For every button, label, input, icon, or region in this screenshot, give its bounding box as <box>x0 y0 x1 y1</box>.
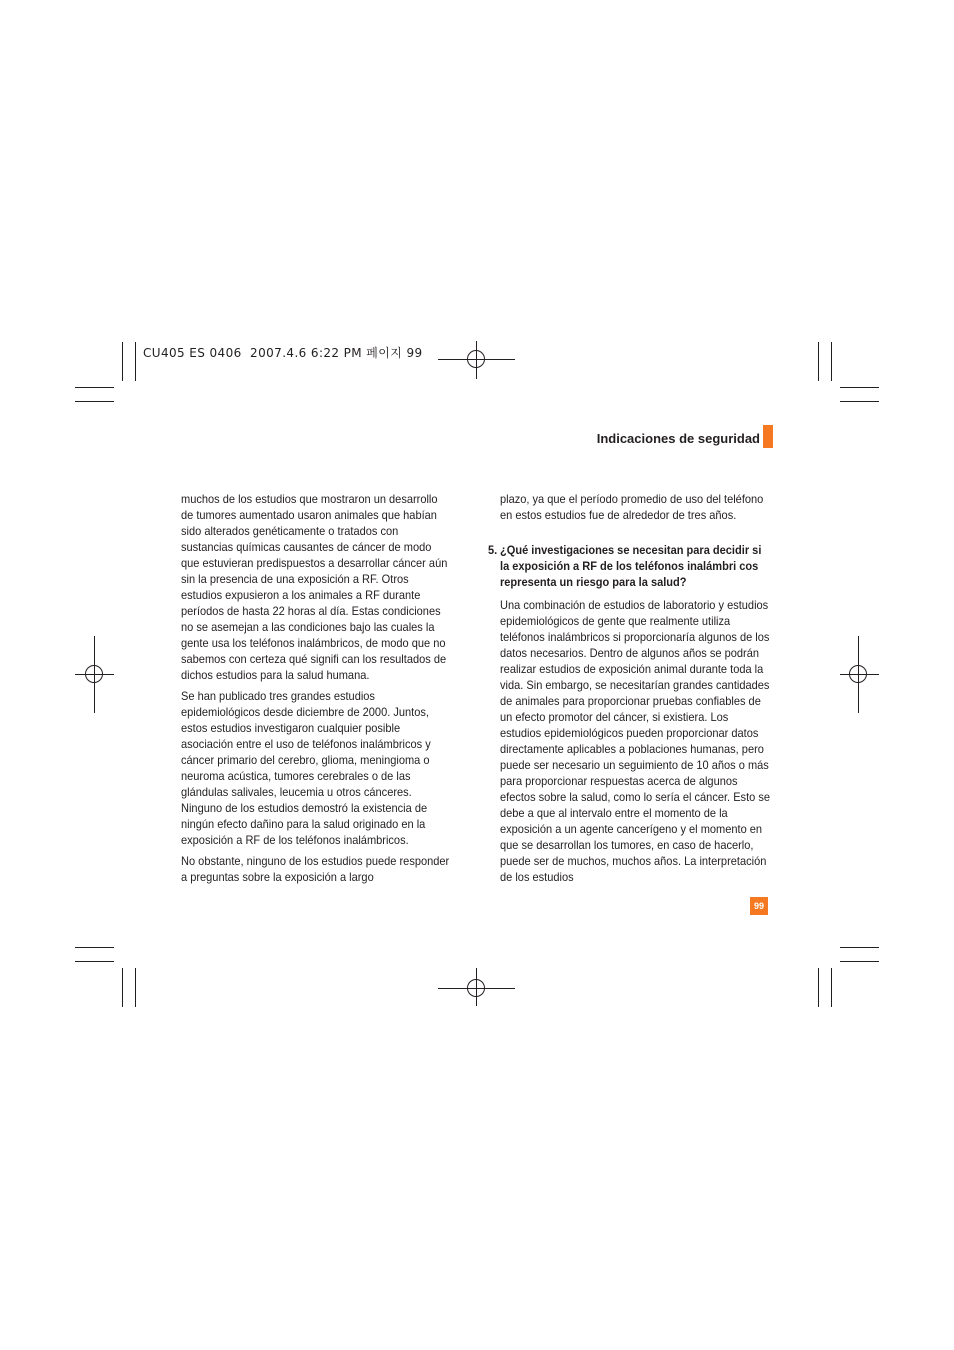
section-tab-marker <box>763 425 773 448</box>
crop-mark <box>75 387 114 388</box>
paragraph: Se han publicado tres grandes estudios epidemiológicos desde diciembre de 2000. Juntos, estos estudios investigaron cualquier posible asociación entre el uso de teléfonos inalámbricos y cáncer primario del cerebro, glioma, meningioma o neuroma acústica, tumores cerebrales o de las glándulas salivales, leucemia u otros cánceres. Ninguno de los estudios demostró la existencia de ningún efecto dañino para la salud originado en la exposición a RF de los teléfonos inalámbricos. <box>181 689 431 847</box>
section-title: Indicaciones de seguridad <box>596 431 760 446</box>
question-number: 5. <box>488 543 498 557</box>
right-column <box>488 491 771 890</box>
paragraph: muchos de los estudios que mostraron un desarrollo de tumores aumentado usaron animales que habían sido alterados genéticamente o tratados con sustancias químicas causantes de cáncer de modo que estuvieran predispuestos a desarrollar cáncer aún sin la presencia de una exposición a RF. Otros estudios expusieron a los animales a RF durante períodos de hasta 22 horas al día. Estas condiciones no se asemejan a las condiciones bajo las cuales la gente usa los teléfonos inalámbricos, de modo que no sabemos con certeza qué signifi can los resultados de dichos estudios para la salud humana. <box>181 492 448 682</box>
crop-mark <box>75 401 114 402</box>
crop-mark <box>840 961 879 962</box>
crop-mark <box>840 387 879 388</box>
crop-mark <box>75 947 114 948</box>
crop-mark <box>135 968 136 1007</box>
crop-mark <box>818 968 819 1007</box>
left-column <box>181 491 450 890</box>
crop-mark <box>122 968 123 1007</box>
crop-mark <box>840 401 879 402</box>
crop-mark <box>75 961 114 962</box>
page-number: 99 <box>750 897 768 915</box>
crop-mark <box>135 342 136 381</box>
printer-slug: CU405 ES 0406 2007.4.6 6:22 PM 페이지 99 <box>143 346 423 360</box>
question-heading <box>488 542 771 590</box>
question-text: ¿Qué investigaciones se necesitan para decidir si la exposición a RF de los teléfonos inalámbri cos representa un riesgo para la salud? <box>500 543 762 589</box>
crop-mark <box>818 342 819 381</box>
crop-mark <box>840 947 879 948</box>
paragraph: plazo, ya que el período promedio de uso del teléfono en estos estudios fue de alrededor de tres años. <box>500 492 764 522</box>
crop-mark <box>831 968 832 1007</box>
paragraph: No obstante, ninguno de los estudios puede responder a preguntas sobre la exposición a largo <box>181 854 450 884</box>
answer-paragraph: Una combinación de estudios de laboratorio y estudios epidemiológicos de gente que realmente utiliza teléfonos inalámbricos si proporcionaría algunos de los datos necesarios. Dentro de algunos años se podrán realizar estudios de exposición animal durante toda la vida. Sin embargo, se necesitarían grandes cantidades de animales para proporcionar pruebas confiables de un efecto promotor del cáncer, si existiera. Los estudios epidemiológicos pueden proporcionar datos directamente aplicables a poblaciones humanas, pero puede ser necesario un seguimiento de 10 años o más para proporcionar respuestas acerca de algunos efectos sobre la salud, como lo sería el cáncer. Esto se debe a que al intervalo entre el momento de la exposición a un agente cancerígeno y el momento en que se desarrollan los tumores, en caso de hacerlo, puede ser de muchos, muchos años. La interpretación de los estudios <box>500 598 771 884</box>
crop-mark <box>122 342 123 381</box>
crop-mark <box>831 342 832 381</box>
